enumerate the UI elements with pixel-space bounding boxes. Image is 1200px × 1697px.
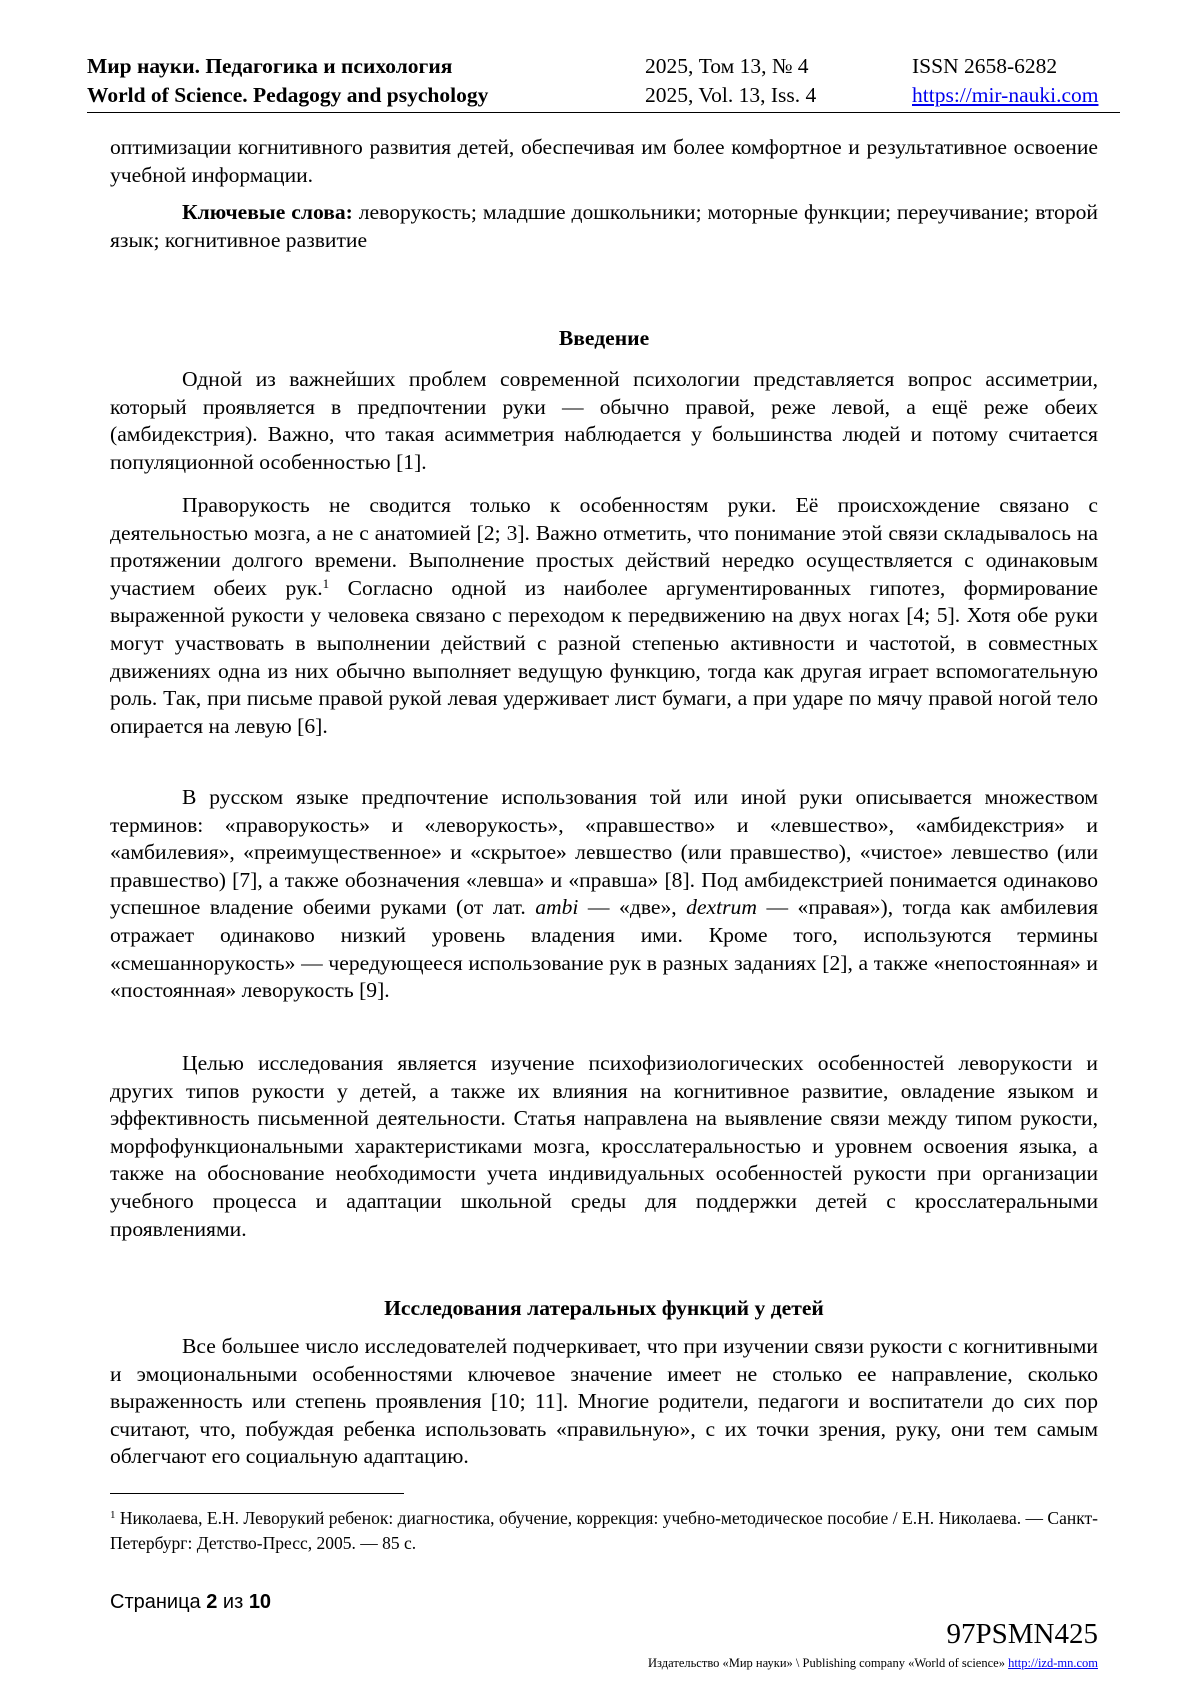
footnote-text: Николаева, Е.Н. Леворукий ребенок: диагностика, обучение, коррекция: учебно-методическое пособие / Е.Н. Николаева. — Санкт-Петербург: Детство-Пресс, 2005. — 85 с. bbox=[110, 1508, 1098, 1553]
page-prefix: Страница bbox=[110, 1591, 201, 1613]
intro-paragraph-2 bbox=[110, 492, 1098, 740]
intro-p1-block bbox=[110, 366, 1098, 476]
term-dextrum: dextrum bbox=[686, 895, 757, 920]
intro-heading: Введение bbox=[558, 326, 650, 350]
issn-block bbox=[912, 52, 1098, 110]
section2-heading: Исследования латеральных функций у детей bbox=[384, 1296, 824, 1320]
intro-p3-part-b: — «две», bbox=[578, 895, 687, 920]
journal-title-en: World of Science. Pedagogy and psychology bbox=[87, 83, 489, 107]
publisher-text: Издательство «Мир науки» \ Publishing company «World of science» bbox=[648, 1656, 1009, 1670]
journal-title bbox=[87, 52, 488, 110]
intro-p2-block bbox=[110, 492, 1098, 740]
issue-info bbox=[645, 52, 816, 110]
intro-p4-block bbox=[110, 1050, 1098, 1243]
publisher-link[interactable]: http://izd-mn.com bbox=[1008, 1656, 1098, 1670]
article-code: 97PSMN425 bbox=[946, 1618, 1098, 1650]
publisher-line bbox=[648, 1655, 1098, 1671]
running-header bbox=[87, 52, 1120, 113]
section2-paragraph-1: Все большее число исследователей подчеркивает, что при изучении связи рукости с когнитивными и эмоциональными особенностями ключевое значение имеет не столько ее направление, сколько выраженность или степень проявления [10; 11]. Многие родители, педагоги и воспитатели до сих пор считают, что, побуждая ребенка использовать «правильную», с их точки зрения, руку, они тем самым облегчают его социальную адаптацию. bbox=[110, 1334, 1098, 1469]
intro-paragraph-1: Одной из важнейших проблем современной психологии представляется вопрос ассиметрии, который проявляется в предпочтении руки — обычно правой, реже левой, а ещё реже обеих (амбидекстрия). Важно, что такая асимметрия наблюдается у большинства людей и потому считается популяционной особенностью [1]. bbox=[110, 367, 1098, 474]
page-current: 2 bbox=[206, 1591, 218, 1613]
footnote bbox=[110, 1506, 1098, 1556]
term-ambi: ambi bbox=[535, 895, 579, 920]
section2-p1-block bbox=[110, 1333, 1098, 1471]
issue-info-en: 2025, Vol. 13, Iss. 4 bbox=[645, 83, 817, 107]
keywords-text: леворукость; младшие дошкольники; моторные функции; переучивание; второй язык; когнитивное развитие bbox=[110, 200, 1098, 252]
intro-p3-block bbox=[110, 784, 1098, 1005]
footnote-number: 1 bbox=[110, 1509, 116, 1521]
issn: ISSN 2658-6282 bbox=[912, 54, 1058, 78]
abstract-ending bbox=[110, 134, 1098, 189]
footnote-ref[interactable]: 1 bbox=[322, 575, 330, 591]
section2-heading-block bbox=[110, 1295, 1098, 1323]
intro-p2-part-a: Праворукость не сводится только к особенностям руки. Её происхождение связано с деятельностью мозга, а не с анатомией [2; 3]. Важно отметить, что понимание этой связи складывалось на протяжении долгого времени. Выполнение простых действий нередко осуществляется с одинаковым участием обеих рук. bbox=[110, 493, 1098, 600]
issue-info-ru: 2025, Том 13, № 4 bbox=[645, 54, 809, 78]
page-of: из bbox=[222, 1591, 244, 1613]
keywords-label: Ключевые слова: bbox=[182, 200, 353, 224]
intro-paragraph-4: Целью исследования является изучение психофизиологических особенностей леворукости и других типов рукости у детей, а также их влияния на когнитивное развитие, овладение языком и эффективность письменной деятельности. Статья направлена на выявление связи между типом рукости, морфофункциональными характеристиками мозга, кросслатеральностью и уровнем освоения языка, а также на обоснование необходимости учета индивидуальных особенностей рукости при организации учебного процесса и адаптации школьной среды для поддержки детей с кросслатеральными проявлениями. bbox=[110, 1051, 1098, 1241]
keywords-paragraph bbox=[110, 199, 1098, 254]
intro-p2-part-b: Согласно одной из наиболее аргументированных гипотез, формирование выраженной рукости у человека связано с переходом к передвижению на двух ногах [4; 5]. Хотя обе руки могут участвовать в выполнении действий с разной степенью активности и частотой, в совместных движениях одна из них обычно выполняет ведущую функцию, тогда как другая играет вспомогательную роль. Так, при письме правой рукой левая удерживает лист бумаги, а при ударе по мячу правой ногой тело опирается на левую [6]. bbox=[110, 575, 1099, 738]
intro-p3-part-a: В русском языке предпочтение использования той или иной руки описывается множеством терминов: «праворукость» и «леворукость», «правшество» и «левшество», «амбидекстрия» и «амбилевия», «преимущественное» и «скрытое» левшество (или правшество), «чистое» левшество (или правшество) [7], а также обозначения «левша» и «правша» [8]. Под амбидекстрией понимается одинаково успешное владение обеими руками (от лат. bbox=[110, 785, 1098, 920]
abstract-text: оптимизации когнитивного развития детей, обеспечивая им более комфортное и результативное освоение учебной информации. bbox=[110, 135, 1098, 187]
journal-title-ru: Мир науки. Педагогика и психология bbox=[87, 54, 453, 78]
intro-p3-part-c: — «правая»), тогда как амбилевия отражает одинаково низкий уровень владения ими. Кроме того, используются термины «смешаннорукость» — чередующееся использование рук в разных заданиях [2], а также «непостоянная» и «постоянная» леворукость [9]. bbox=[110, 895, 1098, 1003]
keywords-block bbox=[110, 199, 1098, 254]
intro-paragraph-3 bbox=[110, 784, 1098, 1005]
page-total: 10 bbox=[248, 1591, 272, 1613]
footnote-separator bbox=[110, 1493, 404, 1494]
intro-heading-block bbox=[110, 325, 1098, 353]
journal-site-link[interactable]: https://mir-nauki.com bbox=[912, 83, 1099, 107]
page-counter bbox=[110, 1590, 271, 1614]
